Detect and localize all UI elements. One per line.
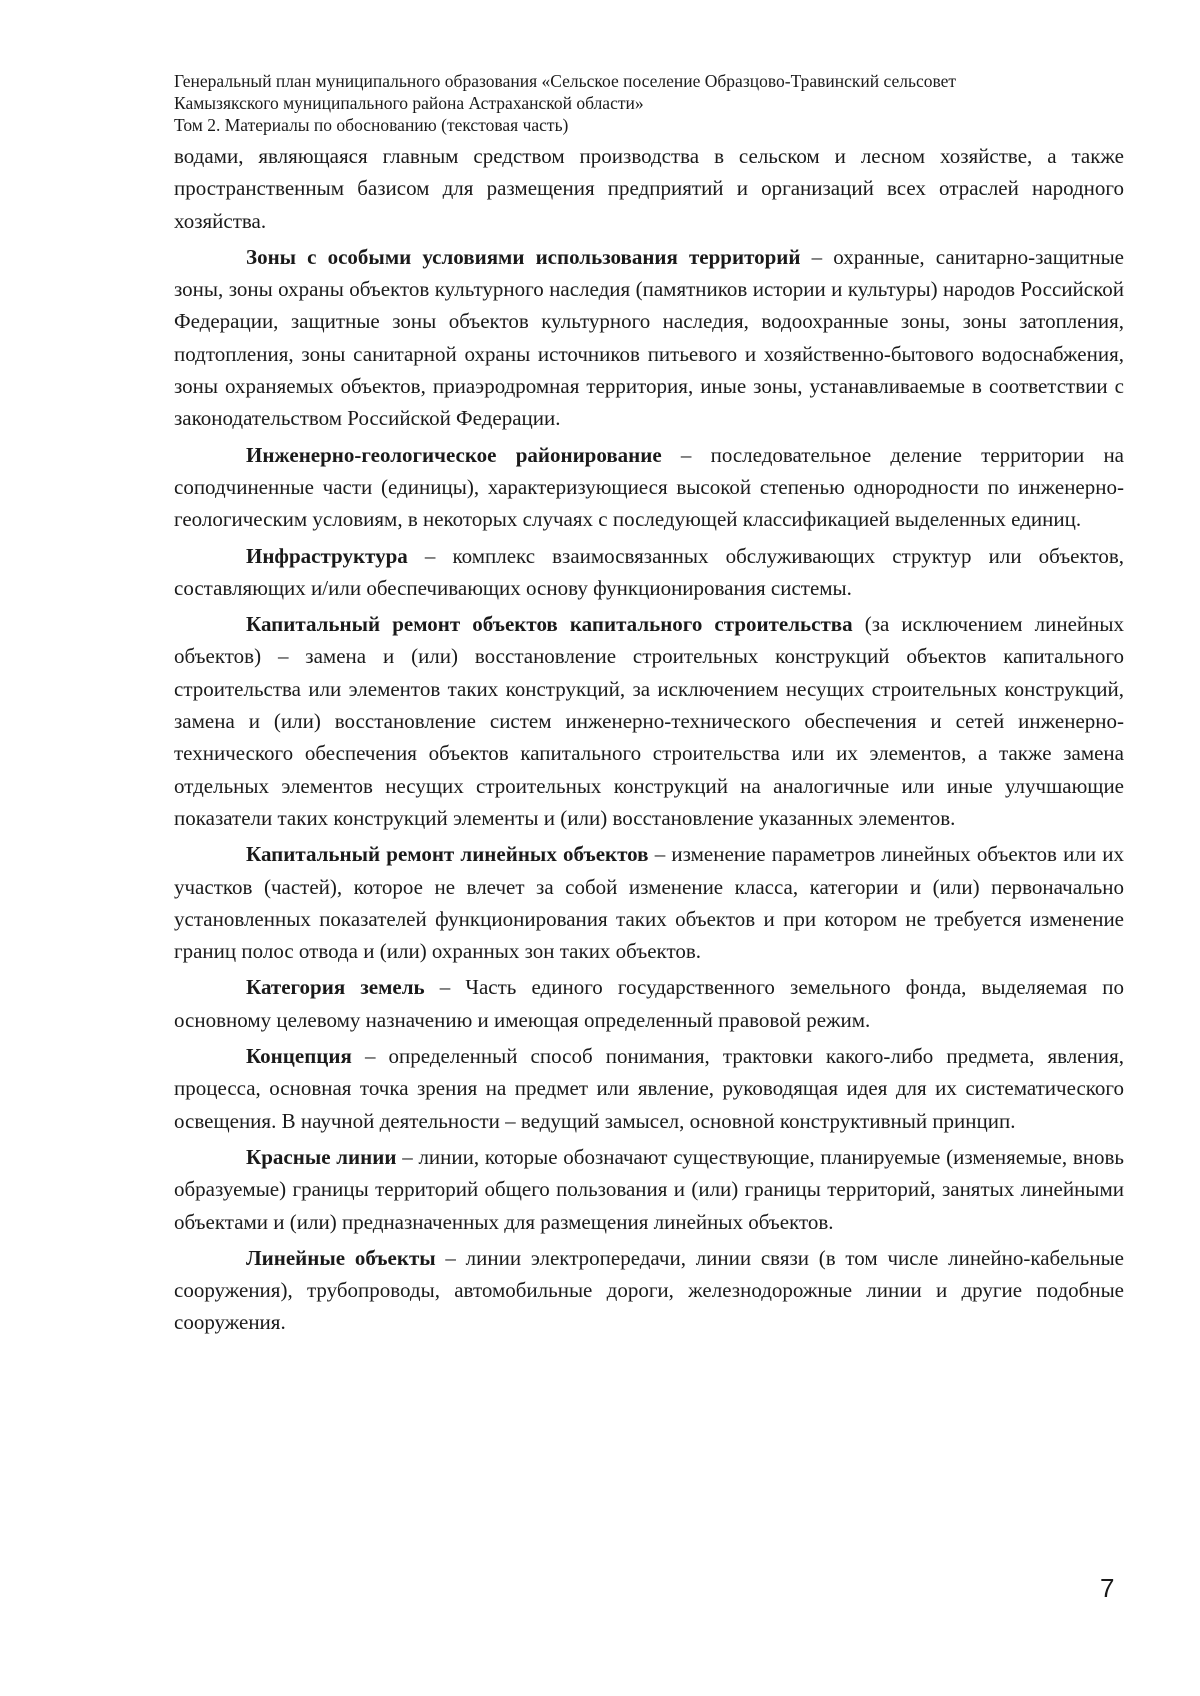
definition-text: – линии электропередачи, линии связи (в том числе линейно-кабельные сооружения), трубопроводы, автомобильные дороги, железнодорожные линии и другие подобные сооружения. (174, 1245, 1125, 1335)
definition-text: – определенный способ понимания, трактовки какого-либо предмета, явления, процесса, основная точка зрения на предмет или явление, руководящая идея для их систематического освещения. В научной деятельности – ведущий замысел, основной конструктивный принцип. (174, 1044, 1124, 1133)
definition-text: – линии, которые обозначают существующие, планируемые (изменяемые, вновь образуемые) границы территорий общего пользования и (или) границы территорий, занятых линейными объектами и (или) предназначенных для размещения линейных объектов. (174, 1144, 1124, 1234)
definition-zoning (174, 439, 1124, 536)
definition-concept (174, 1040, 1124, 1137)
definition-capital-repair-linear (174, 838, 1124, 967)
definition-red-lines (174, 1141, 1124, 1238)
definition-term: Инженерно-геологическое районирование (246, 442, 662, 467)
definition-text: – Часть единого государственного земельного фонда, выделяемая по основному целевому назначению и имеющая определенный правовой режим. (174, 975, 1124, 1032)
header-line-1: Генеральный план муниципального образования «Сельское поселение Образцово-Травинский сельсовет (174, 71, 957, 91)
definition-infrastructure (174, 540, 1124, 605)
definition-capital-repair-buildings (174, 608, 1124, 834)
page-number: 7 (1100, 1573, 1115, 1603)
header-line-2: Камызякского муниципального района Астраханской области» (174, 93, 644, 113)
continuation-paragraph: водами, являющаяся главным средством производства в сельском и лесном хозяйстве, а также пространственным базисом для размещения предприятий и организаций всех отраслей народного хозяйства. (174, 144, 1124, 233)
body-text (174, 140, 1124, 1339)
running-header (174, 70, 1124, 136)
definition-linear-objects (174, 1242, 1124, 1339)
definition-text: – комплекс взаимосвязанных обслуживающих структур или объектов, составляющих и/или обеспечивающих основу функционирования системы. (174, 543, 1124, 600)
definition-text: – последовательное деление территории на соподчиненные части (единицы), характеризующиеся высокой степенью однородности по инженерно-геологическим условиям, в некоторых случаях с последующей классификацией выделенных единиц. (174, 442, 1125, 532)
header-line-3: Том 2. Материалы по обоснованию (текстовая часть) (174, 115, 569, 135)
definition-term: Категория земель (246, 975, 425, 1000)
definition-text: – охранные, санитарно-защитные зоны, зоны охраны объектов культурного наследия (памятников истории и культуры) народов Российской Федерации, защитные зоны объектов культурного наследия, водоохранные зоны, зоны затопления, подтопления, зоны санитарной охраны источников питьевого и хозяйственно-бытового водоснабжения, зоны охраняемых объектов, приаэродромная территория, иные зоны, устанавливаемые в соответствии с законодательством Российской Федерации. (174, 244, 1125, 431)
definition-zones (174, 241, 1124, 435)
definition-term: Линейные объекты (246, 1245, 436, 1270)
definition-term: Капитальный ремонт линейных объектов (246, 842, 649, 867)
definition-term: Капитальный ремонт объектов капитального строительства (246, 612, 853, 637)
definition-text: (за исключением линейных объектов) – замена и (или) восстановление строительных конструкций объектов капитального строительства или элементов таких конструкций, за исключением несущих строительных конструкций, замена и (или) восстановление систем инженерно-технического обеспечения и сетей инженерно-технического обеспечения объектов капитального строительства или их элементов, а также замена отдельных элементов несущих строительных конструкций на аналогичные или иные улучшающие показатели таких конструкций элементы и (или) восстановление указанных элементов. (174, 612, 1124, 830)
definition-term: Инфраструктура (246, 543, 408, 568)
definition-land-category (174, 971, 1124, 1036)
definition-term: Зоны с особыми условиями использования территорий (246, 244, 801, 269)
definition-term: Концепция (246, 1044, 352, 1069)
definition-term: Красные линии (246, 1144, 397, 1169)
definition-text: – изменение параметров линейных объектов или их участков (частей), которое не влечет за собой изменение класса, категории и (или) первоначально установленных показателей функционирования таких объектов и при котором не требуется изменение границ полос отвода и (или) охранных зон таких объектов. (174, 842, 1124, 964)
